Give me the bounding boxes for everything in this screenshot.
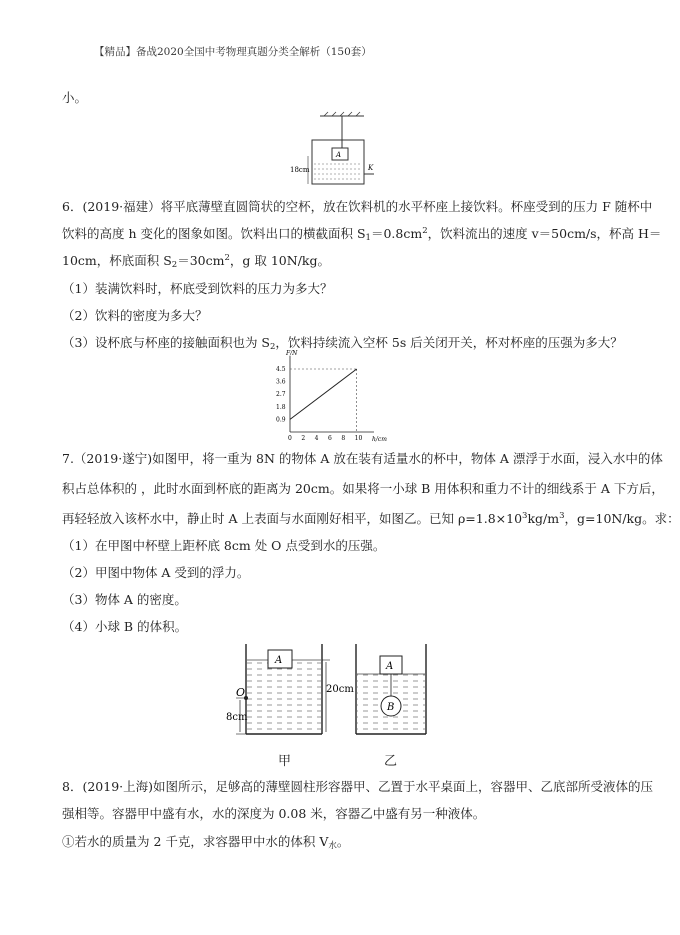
q6-line3: 10cm，杯底面积 $S_2=30cm^2$，g 取 10N/kg。 xyxy=(62,253,330,270)
block-a-label: A xyxy=(275,655,283,666)
depth-8cm-label: 8cm xyxy=(226,712,248,723)
ball-b-label: B xyxy=(387,702,395,713)
y-axis-label: F/N xyxy=(286,350,298,357)
q7-line1: 7.（2019·遂宁)如图甲，将一重为 8N 的物体 A 放在装有适量水的杯中，物体 A 漂浮于水面，浸入水中的体 xyxy=(62,451,663,466)
x-tick-label: 0 xyxy=(288,435,292,442)
q8-line2: 强相等。容器甲中盛有水，水的深度为 0.08 米，容器乙中盛有另一种液体。 xyxy=(62,806,486,821)
block-a-label-2: A xyxy=(386,661,394,672)
figure-jia xyxy=(226,642,356,742)
x-axis-label: h/cm xyxy=(372,436,387,443)
q6-part1: （1）装满饮料时，杯底受到饮料的压力为多大？ xyxy=(62,281,333,296)
q6-line1: 6．(2019·福建）将平底薄壁直圆筒状的空杯，放在饮料机的水平杯座上接饮料。杯座受到的压力 F 随杯中 xyxy=(62,199,653,214)
x-tick-label: 10 xyxy=(354,435,363,442)
caption-yi: 乙 xyxy=(384,754,398,769)
q7-line3: 再轻轻放入该杯水中，静止时 A 上表面与水面刚好相平，如图乙。已知 $\rho=1.8\times 10^3kg/m^3$，g=10N/kg。求： xyxy=(62,511,680,526)
q7-part4: （4）小球 B 的体积。 xyxy=(62,619,188,634)
q7-part3: （3）物体 A 的密度。 xyxy=(62,592,187,607)
y-tick-label: 4.5 xyxy=(276,366,286,373)
prev-question-tail: 小。 xyxy=(62,90,88,105)
svg-text:18cm: 18cm xyxy=(290,166,310,174)
svg-text:K: K xyxy=(368,164,374,172)
q6-part3: （3）设杯底与杯座的接触面积也为 $S_2$，饮料持续流入空杯 5s 后关闭开关，杯对杯座的压强为多大？ xyxy=(62,335,623,352)
y-tick-label: 2.7 xyxy=(276,391,286,399)
point-o-label: O xyxy=(236,686,246,699)
figure-yi xyxy=(352,642,432,742)
q6-line2: 饮料的高度 h 变化的图象如图。饮料出口的横截面积 $S_1=0.8cm^2$，饮料流出的速度 v＝50cm/s，杯高 H＝ xyxy=(62,226,662,243)
x-tick-label: 8 xyxy=(341,435,346,442)
q8-line3: ①若水的质量为 2 千克，求容器甲中水的体积 $V_水$。 xyxy=(62,834,350,851)
x-tick-label: 6 xyxy=(328,435,332,442)
y-tick-label: 0.9 xyxy=(276,416,286,424)
depth-20cm-label: 20cm xyxy=(326,684,354,695)
page-header: 【精品】备战2020全国中考物理真题分类全解析（150套） xyxy=(94,46,372,58)
q8-line1: 8．(2019·上海)如图所示，足够高的薄壁圆柱形容器甲、乙置于水平桌面上，容器甲、乙底部所受液体的压 xyxy=(62,779,653,794)
series-line xyxy=(290,369,357,419)
container-figure-small xyxy=(290,112,380,192)
x-tick-label: 4 xyxy=(314,435,319,442)
q7-line2: 积占总体积的 ，此时水面到杯底的距离为 20cm。如果将一小球 B 用体积和重力不计的细线系于 A 下方后， xyxy=(62,481,664,496)
q6-part2: （2）饮料的密度为多大？ xyxy=(62,308,208,323)
force-height-chart xyxy=(270,350,387,443)
y-tick-label: 3.6 xyxy=(276,378,286,386)
x-tick-label: 2 xyxy=(301,435,306,442)
block-a-label: A xyxy=(336,151,342,159)
caption-jia: 甲 xyxy=(278,754,292,769)
q7-part2: （2）甲图中物体 A 受到的浮力。 xyxy=(62,565,250,580)
y-tick-label: 1.8 xyxy=(276,403,286,411)
q7-part1: （1）在甲图中杯壁上距杯底 8cm 处 O 点受到水的压强。 xyxy=(62,538,386,553)
